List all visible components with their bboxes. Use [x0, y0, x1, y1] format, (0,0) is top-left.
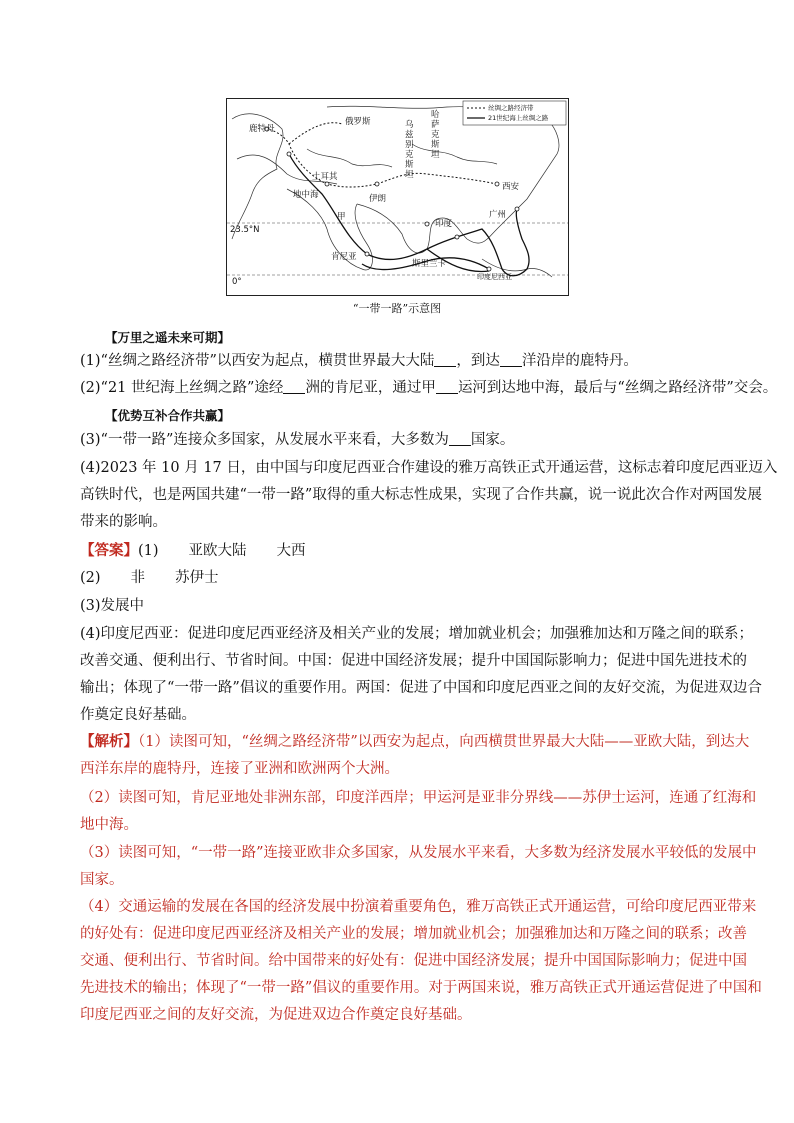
- question-1: [80, 351, 638, 371]
- analysis-1-text: （1）读图可知，“丝绸之路经济带”以西安为起点，向西横贯世界最大大陆——亚欧大陆，到达大: [138, 734, 750, 750]
- analysis-1-line-1: [80, 732, 749, 752]
- label-equator: 0°: [232, 277, 242, 287]
- label-sri-lanka: 斯里兰卡: [412, 259, 447, 269]
- answer-2-num: (2): [80, 570, 101, 586]
- q3-text-b: 国家。: [470, 432, 515, 448]
- label-turkey: 土耳其: [312, 172, 338, 182]
- q3-blank[interactable]: [449, 431, 471, 446]
- q2-text-a: (2)“21 世纪海上丝绸之路”途经: [80, 380, 284, 396]
- label-latitude: 23.5°N: [230, 225, 260, 235]
- analysis-4-line-3: 交通、便利出行、节省时间。给中国带来的好处有：促进中国经济发展；提升中国国际影响力；促进中国: [80, 953, 747, 969]
- legend-land-label: 丝绸之路经济带: [488, 104, 534, 112]
- q2-blank-2[interactable]: [436, 379, 458, 394]
- belt-road-map: [226, 98, 569, 296]
- analysis-label: 【解析】: [80, 733, 138, 750]
- map-caption: “一带一路”示意图: [352, 302, 442, 315]
- label-mediterranean: 地中海: [293, 190, 319, 200]
- section-heading-1: 【万里之遥未来可期】: [105, 330, 231, 345]
- label-uzbekistan-6: 坦: [405, 170, 414, 180]
- label-uzbekistan-3: 别: [405, 140, 414, 150]
- analysis-2-line-1: （2）读图可知，肯尼亚地处非洲东部，印度洋西岸；甲运河是亚非分界线——苏伊士运河，连通了红海和: [80, 790, 757, 806]
- label-russia: 俄罗斯: [345, 117, 371, 127]
- q3-text-a: (3)“一带一路”连接众多国家，从发展水平来看，大多数为: [80, 432, 449, 448]
- analysis-4-line-4: 先进技术的输出；体现了“一带一路”倡议的重要作用。对于两国来说，雅万高铁正式开通运营促进了中国和: [80, 980, 762, 996]
- label-rotterdam: 鹿特丹: [249, 124, 275, 134]
- answer-1-num: (1): [138, 543, 159, 559]
- label-indonesia: 印度尼西亚: [477, 273, 512, 281]
- question-4-line-2: 高铁时代，也是两国共建“一带一路”取得的重大标志性成果，实现了合作共赢，说一说此次合作对两国发展: [80, 487, 762, 503]
- label-uzbekistan-4: 克: [405, 150, 414, 160]
- label-jia: 甲: [337, 212, 346, 222]
- answer-2: [80, 568, 219, 588]
- analysis-3-line-1: （3）读图可知，“一带一路”连接亚欧非众多国家，从发展水平来看，大多数为经济发展水平较低的发展中: [80, 845, 757, 861]
- answer-3: (3)发展中: [80, 598, 145, 614]
- answer-1: [80, 541, 306, 561]
- land-route-branch: [289, 123, 342, 144]
- answer-4-line-4: 作奠定良好基础。: [80, 707, 196, 723]
- q2-text-b: 洲的肯尼亚，通过甲: [305, 380, 436, 396]
- label-kazakhstan-5: 坦: [431, 150, 440, 160]
- q1-text-b: ，到达: [456, 353, 500, 369]
- question-2: [80, 378, 777, 398]
- q1-text-c: 洋沿岸的鹿特丹。: [521, 353, 638, 369]
- q1-blank-2[interactable]: [500, 352, 522, 367]
- label-xian: 西安: [502, 182, 520, 192]
- analysis-4-line-2: 的好处有：促进印度尼西亚经济及相关产业的发展；增加就业机会；加强雅加达和万隆之间的联系；改善: [80, 926, 747, 942]
- analysis-4-line-5: 印度尼西亚之间的友好交流，为促进双边合作奠定良好基础。: [80, 1007, 472, 1023]
- answer-4-line-3: 输出；体现了“一带一路”倡议的重要作用。两国：促进了中国和印度尼西亚之间的友好交流，为促进双边合: [80, 680, 762, 696]
- q2-blank-1[interactable]: [283, 379, 305, 394]
- answer-2-value-2: 苏伊士: [175, 570, 219, 586]
- answer-4-line-1: (4)印度尼西亚：促进印度尼西亚经济及相关产业的发展；增加就业机会；加强雅加达和万隆之间的联系；: [80, 626, 754, 642]
- label-uzbekistan-1: 乌: [405, 120, 414, 130]
- legend-sea-label: 21世纪海上丝绸之路: [488, 114, 549, 122]
- answer-1-value-1: 亚欧大陆: [188, 543, 247, 559]
- q1-text-a: (1)“丝绸之路经济带”以西安为起点，横贯世界最大大陆: [80, 353, 435, 369]
- label-kazakhstan-3: 克: [431, 130, 440, 140]
- label-kazakhstan-1: 哈: [431, 110, 440, 120]
- label-iran: 伊朗: [369, 194, 387, 204]
- question-4-line-1: (4)2023 年 10 月 17 日，由中国与印度尼西亚合作建设的雅万高铁正式开通运营，这标志着印度尼西亚迈入: [80, 460, 778, 476]
- analysis-2-line-2: 地中海。: [80, 817, 138, 833]
- analysis-4-line-1: （4）交通运输的发展在各国的经济发展中扮演着重要角色，雅万高铁正式开通运营，可给印度尼西亚带来: [80, 899, 757, 915]
- map-svg: [227, 99, 568, 295]
- q1-blank-1[interactable]: [434, 352, 456, 367]
- answer-1-value-2: 大西: [276, 543, 306, 559]
- question-4-line-3: 带来的影响。: [80, 514, 167, 530]
- analysis-1-line-2: 西洋东岸的鹿特丹，连接了亚洲和欧洲两个大洲。: [80, 761, 399, 777]
- label-uzbekistan-2: 兹: [405, 130, 414, 140]
- label-kazakhstan-4: 斯: [431, 140, 440, 150]
- answer-label: 【答案】: [80, 542, 138, 559]
- answer-4-line-2: 改善交通、便利出行、节省时间。中国：促进中国经济发展；提升中国国际影响力；促进中国先进技术的: [80, 653, 747, 669]
- label-uzbekistan-5: 斯: [405, 160, 414, 170]
- question-3: [80, 430, 514, 450]
- label-india: 印度: [435, 219, 453, 229]
- label-kenya: 肯尼亚: [331, 252, 357, 262]
- label-guangzhou: 广州: [489, 210, 507, 220]
- land-route-line: [267, 129, 497, 187]
- section-heading-2: 【优势互补合作共赢】: [105, 408, 231, 423]
- q2-text-c: 运河到达地中海，最后与“丝绸之路经济带”交会。: [457, 380, 778, 396]
- label-kazakhstan-2: 萨: [431, 120, 440, 130]
- analysis-3-line-2: 国家。: [80, 872, 124, 888]
- answer-2-value-1: 非: [130, 570, 146, 586]
